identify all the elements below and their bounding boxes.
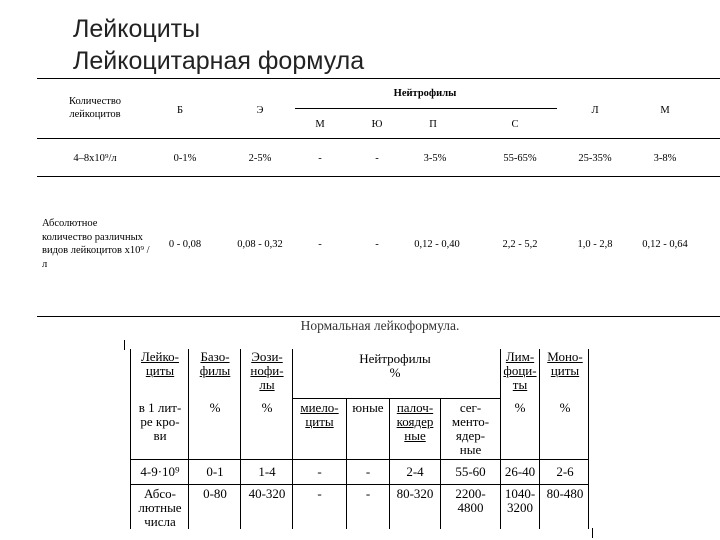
table1-bottom-rule — [37, 316, 720, 317]
row2-segmented: 2,2 - 5,2 — [502, 238, 538, 250]
table2-head-neutrophils: Нейтрофилы % — [359, 351, 431, 380]
header-monocytes: М — [660, 104, 670, 116]
table2-head-lymphocytes: Лим- фоци- ты — [503, 349, 537, 392]
header-young: Ю — [371, 118, 383, 130]
row1-myelocytes: - — [318, 152, 322, 164]
table2-rule-2 — [130, 484, 588, 485]
table2-vrule-2 — [240, 349, 241, 529]
row1-segmented: 55-65% — [503, 152, 537, 164]
table2-row1-myelocytes: - — [317, 464, 322, 479]
table2-row1-eosinophils: 1-4 — [258, 464, 276, 479]
row2-eosinophils: 0,08 - 0,32 — [237, 238, 283, 250]
row1-basophils: 0-1% — [173, 152, 197, 164]
row2-basophils: 0 - 0,08 — [168, 238, 202, 250]
row2-lymphocytes: 1,0 - 2,8 — [577, 238, 613, 250]
table2-row1-segmented: 55-60 — [455, 464, 486, 479]
table2-caption: Нормальная лейкоформула. — [300, 318, 460, 333]
table2-sub-young: юные — [352, 400, 384, 415]
table2-row1-basophils: 0-1 — [206, 464, 224, 479]
table2-row2-myelocytes: - — [317, 486, 322, 501]
table2-row1-band: 2-4 — [406, 464, 424, 479]
table2-neutro-rule — [292, 398, 500, 399]
table1-top-rule — [37, 78, 720, 79]
row2-label: Абсолютное количество различных видов лейкоцитов х10⁹ / л — [42, 218, 150, 270]
table2-rule-1 — [130, 459, 588, 460]
table2-sub-myelocytes: миело- циты — [300, 400, 339, 429]
table1-neutro-rule — [295, 108, 557, 109]
table2-vrule-4 — [346, 398, 347, 529]
header-segmented: С — [511, 118, 519, 130]
row1-monocytes: 3-8% — [653, 152, 677, 164]
table2-vrule-3 — [292, 349, 293, 529]
header-lymphocytes: Л — [591, 104, 599, 116]
scan-bracket-right — [592, 528, 593, 538]
table2-head-eosinophils: Эози- нофи- лы — [250, 349, 284, 392]
table2-head-basophils: Базо- филы — [199, 349, 231, 378]
table2-vrule-0 — [130, 349, 131, 529]
row2-band: 0,12 - 0,40 — [414, 238, 460, 250]
table2-row2-leukocytes: Абсо- лютные числа — [138, 486, 182, 529]
table2-head-leukocytes: Лейко- циты — [141, 349, 179, 378]
table2-sub-basophils: % — [209, 400, 221, 415]
table2-head-monocytes: Моно- циты — [547, 349, 583, 378]
slide-title: Лейкоциты — [73, 15, 201, 43]
table2-row1-leukocytes: 4-9·10⁹ — [140, 464, 180, 479]
row1-young: - — [375, 152, 379, 164]
table2-sub-lymphocytes: % — [514, 400, 526, 415]
table2-row1-monocytes: 2-6 — [556, 464, 574, 479]
table2-row2-young: - — [365, 486, 371, 501]
table2-sub-monocytes: % — [559, 400, 571, 415]
header-basophils: Б — [176, 104, 184, 116]
scan-bracket-left — [124, 340, 125, 350]
header-count: Количество лейкоцитов — [68, 96, 122, 120]
table2-sub-segmented: сег- менто- ядер- ные — [451, 400, 490, 457]
row2-myelocytes: - — [318, 238, 322, 250]
header-eosinophils: Э — [256, 104, 264, 116]
row2-young: - — [375, 238, 379, 250]
table2-vrule-1 — [188, 349, 189, 529]
table2-sub-band: палоч- коядер ные — [396, 400, 434, 443]
table2-row1-lymphocytes: 26-40 — [504, 464, 536, 479]
slide-subtitle: Лейкоцитарная формула — [73, 47, 365, 75]
header-neutrophils: Нейтрофилы — [393, 87, 457, 99]
row1-band: 3-5% — [423, 152, 447, 164]
table2-row2-segmented: 2200- 4800 — [455, 486, 486, 515]
header-band: П — [429, 118, 437, 130]
table2-sub-eosinophils: % — [261, 400, 273, 415]
table1-header-rule — [37, 138, 720, 139]
row1-lymphocytes: 25-35% — [578, 152, 612, 164]
table2-row2-lymphocytes: 1040- 3200 — [504, 486, 536, 515]
table2-row2-basophils: 0-80 — [203, 486, 227, 501]
table2-row1-young: - — [365, 464, 371, 479]
row1-count: 4–8х10⁹/л — [73, 152, 117, 164]
table2-row2-monocytes: 80-480 — [546, 486, 584, 501]
row2-monocytes: 0,12 - 0,64 — [642, 238, 688, 250]
header-myelocytes: М — [315, 118, 325, 130]
table2-row2-band: 80-320 — [396, 486, 434, 501]
table2-row2-eosinophils: 40-320 — [248, 486, 286, 501]
table1-row-rule — [37, 176, 720, 177]
row1-eosinophils: 2-5% — [248, 152, 272, 164]
table2-sub-leukocytes: в 1 лит- ре кро- ви — [138, 400, 182, 443]
